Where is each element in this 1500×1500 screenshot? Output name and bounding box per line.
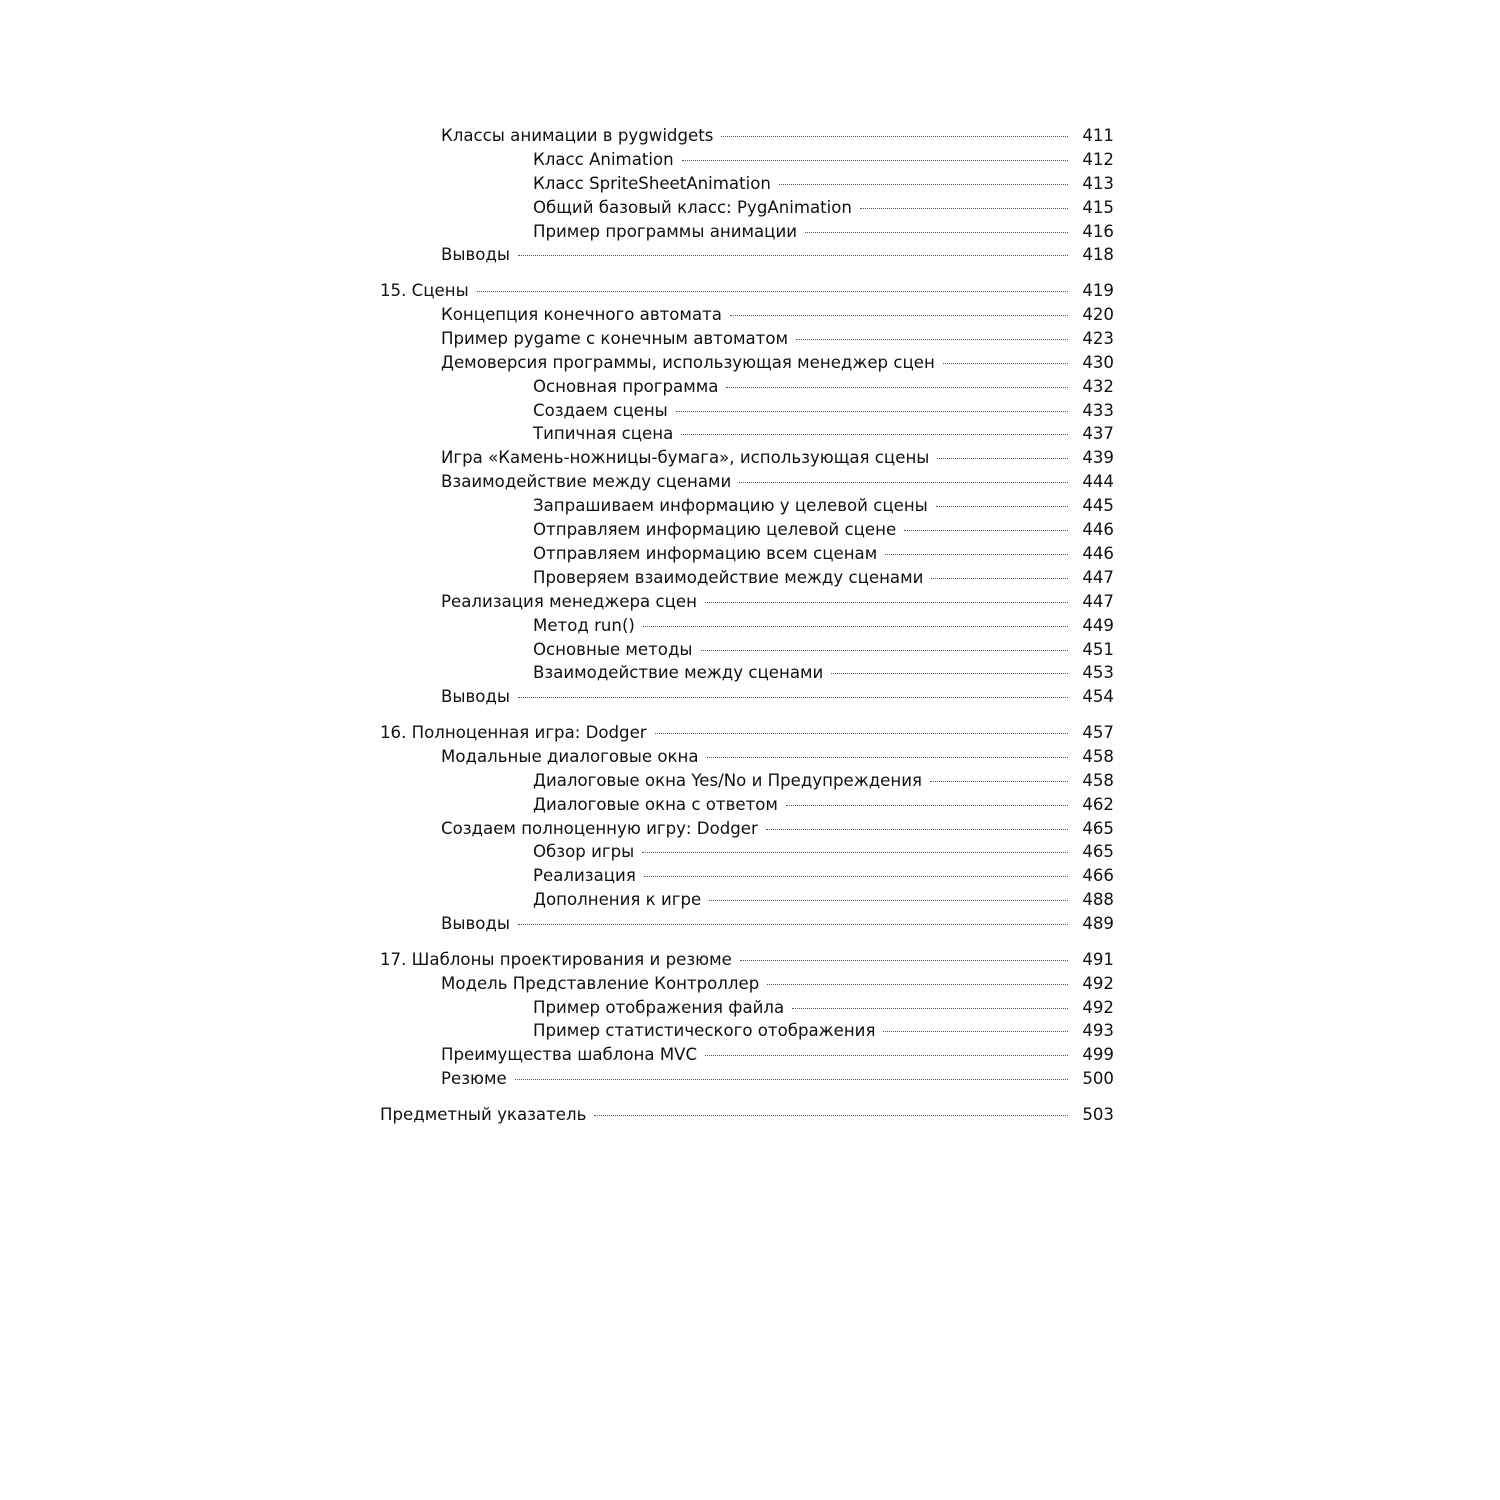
dot-leader — [943, 363, 1068, 364]
dot-leader — [786, 805, 1068, 806]
dot-leader — [643, 626, 1068, 627]
toc-section-entry — [380, 351, 1114, 375]
dot-leader — [766, 829, 1068, 830]
dot-leader — [682, 160, 1068, 161]
toc-section — [380, 124, 1114, 267]
toc-subsection-entry — [380, 494, 1114, 518]
dot-leader — [518, 697, 1068, 698]
toc-page-number: 444 — [1082, 472, 1114, 492]
toc-entry-title: Класс Animation — [533, 149, 674, 169]
toc-entry-title: Демоверсия программы, использующая менеджер сцен — [441, 352, 935, 372]
toc-subsection-entry — [380, 661, 1114, 685]
toc-page-number: 433 — [1082, 400, 1114, 420]
dot-leader — [739, 482, 1068, 483]
toc-subsection-entry — [380, 840, 1114, 864]
toc-entry-title: Пример статистического отображения — [533, 1021, 876, 1041]
toc-entry-title: Диалоговые окна Yes/No и Предупреждения — [533, 770, 923, 790]
toc-chapter-entry — [380, 1103, 1114, 1127]
toc-page-number: 437 — [1082, 424, 1114, 444]
dot-leader — [515, 1079, 1068, 1080]
toc-page-number: 430 — [1082, 352, 1114, 372]
toc-entry-title: Классы анимации в pygwidgets — [441, 126, 714, 145]
toc-subsection-entry — [380, 220, 1114, 244]
dot-leader — [936, 506, 1068, 507]
toc-entry-title: Выводы — [441, 914, 510, 934]
toc-entry-title: 15. Сцены — [380, 281, 469, 301]
toc-page-number: 416 — [1082, 221, 1114, 241]
dot-leader — [831, 673, 1068, 674]
toc-section — [380, 721, 1114, 936]
toc-entry-title: Резюме — [441, 1069, 507, 1089]
toc-chapter-entry — [380, 279, 1114, 303]
toc-section-entry — [380, 124, 1114, 148]
toc-entry-title: Реализация менеджера сцен — [441, 591, 697, 611]
toc-chapter-entry — [380, 721, 1114, 745]
dot-leader — [767, 984, 1068, 985]
toc-page-number: 423 — [1082, 328, 1114, 348]
toc-section-entry — [380, 912, 1114, 936]
toc-section — [380, 1103, 1114, 1127]
toc-subsection-entry — [380, 172, 1114, 196]
toc-entry-title: 17. Шаблоны проектирования и резюме — [380, 949, 732, 969]
toc-section-entry — [380, 470, 1114, 494]
dot-leader — [642, 852, 1068, 853]
toc-page-number: 412 — [1082, 149, 1114, 169]
toc-entry-title: Общий базовый класс: PygAnimation — [533, 197, 852, 217]
toc-entry-title: Модальные диалоговые окна — [441, 746, 699, 766]
toc-page-number: 492 — [1082, 973, 1114, 993]
toc-page-number: 491 — [1082, 949, 1114, 969]
dot-leader — [676, 411, 1068, 412]
toc-page-number: 439 — [1082, 448, 1114, 468]
toc-page-number: 447 — [1082, 567, 1114, 587]
dot-leader — [477, 291, 1068, 292]
toc-entry-title: Взаимодействие между сценами — [441, 472, 732, 492]
toc-subsection-entry — [380, 996, 1114, 1020]
toc-page-number: 451 — [1082, 639, 1114, 659]
table-of-contents — [380, 124, 1114, 1127]
toc-page-number: 453 — [1082, 663, 1114, 683]
dot-leader — [730, 315, 1068, 316]
toc-subsection-entry — [380, 888, 1114, 912]
toc-section-entry — [380, 685, 1114, 709]
dot-leader — [721, 136, 1068, 137]
toc-section — [380, 948, 1114, 1091]
toc-entry-title: Предметный указатель — [380, 1104, 587, 1124]
toc-subsection-entry — [380, 566, 1114, 590]
dot-leader — [709, 900, 1068, 901]
toc-entry-title: Основная программа — [533, 376, 719, 396]
toc-page-number: 454 — [1082, 687, 1114, 707]
toc-entry-title: 16. Полноценная игра: Dodger — [380, 722, 647, 742]
toc-page-number: 492 — [1082, 997, 1114, 1017]
dot-leader — [805, 232, 1068, 233]
toc-subsection-entry — [380, 638, 1114, 662]
dot-leader — [705, 602, 1068, 603]
toc-subsection-entry — [380, 542, 1114, 566]
toc-section-entry — [380, 1067, 1114, 1091]
toc-page-number: 446 — [1082, 543, 1114, 563]
toc-subsection-entry — [380, 399, 1114, 423]
dot-leader — [779, 184, 1068, 185]
toc-subsection-entry — [380, 422, 1114, 446]
toc-page-number: 493 — [1082, 1021, 1114, 1041]
toc-page-number: 447 — [1082, 591, 1114, 611]
toc-entry-title: Выводы — [441, 245, 510, 265]
toc-page-number: 449 — [1082, 615, 1114, 635]
toc-entry-title: Класс SpriteSheetAnimation — [533, 173, 771, 193]
toc-entry-title: Отправляем информацию целевой сцене — [533, 520, 897, 540]
toc-entry-title: Реализация — [533, 866, 636, 886]
toc-entry-title: Пример отображения файла — [533, 997, 785, 1017]
toc-entry-title: Отправляем информацию всем сценам — [533, 543, 878, 563]
toc-entry-title: Проверяем взаимодействие между сценами — [533, 567, 924, 587]
dot-leader — [937, 458, 1068, 459]
toc-entry-title: Основные методы — [533, 639, 693, 659]
toc-section-entry — [380, 590, 1114, 614]
toc-entry-title: Пример программы анимации — [533, 221, 798, 241]
dot-leader — [883, 1031, 1068, 1032]
toc-page-number: 413 — [1082, 173, 1114, 193]
dot-leader — [644, 876, 1068, 877]
toc-page-number: 411 — [1082, 126, 1114, 145]
toc-page-number: 420 — [1082, 305, 1114, 325]
toc-entry-title: Дополнения к игре — [533, 890, 702, 910]
toc-entry-title: Диалоговые окна с ответом — [533, 794, 778, 814]
dot-leader — [885, 554, 1068, 555]
toc-page-number: 445 — [1082, 496, 1114, 516]
toc-page-number: 458 — [1082, 770, 1114, 790]
toc-entry-title: Типичная сцена — [533, 424, 674, 444]
toc-subsection-entry — [380, 1019, 1114, 1043]
toc-section-entry — [380, 972, 1114, 996]
toc-page-number: 458 — [1082, 746, 1114, 766]
toc-entry-title: Выводы — [441, 687, 510, 707]
toc-entry-title: Пример pygame с конечным автоматом — [441, 328, 789, 348]
toc-page-number: 503 — [1082, 1104, 1114, 1124]
toc-subsection-entry — [380, 148, 1114, 172]
dot-leader — [930, 781, 1068, 782]
toc-page-number: 466 — [1082, 866, 1114, 886]
toc-section-entry — [380, 1043, 1114, 1067]
dot-leader — [594, 1115, 1068, 1116]
toc-entry-title: Создаем полноценную игру: Dodger — [441, 818, 758, 838]
toc-page-number: 500 — [1082, 1069, 1114, 1089]
dot-leader — [518, 924, 1068, 925]
toc-page-number: 418 — [1082, 245, 1114, 265]
toc-subsection-entry — [380, 196, 1114, 220]
dot-leader — [518, 255, 1068, 256]
dot-leader — [792, 1008, 1068, 1009]
dot-leader — [740, 960, 1068, 961]
dot-leader — [705, 1055, 1068, 1056]
toc-entry-title: Взаимодействие между сценами — [533, 663, 824, 683]
toc-page-number: 446 — [1082, 520, 1114, 540]
toc-page-number: 489 — [1082, 914, 1114, 934]
toc-page-number: 465 — [1082, 842, 1114, 862]
toc-entry-title: Преимущества шаблона MVC — [441, 1045, 698, 1065]
toc-section-entry — [380, 303, 1114, 327]
toc-entry-title: Запрашиваем информацию у целевой сцены — [533, 496, 928, 516]
dot-leader — [860, 208, 1068, 209]
toc-entry-title: Обзор игры — [533, 842, 635, 862]
toc-page-number: 462 — [1082, 794, 1114, 814]
toc-section-entry — [380, 243, 1114, 267]
toc-entry-title: Создаем сцены — [533, 400, 668, 420]
toc-section-entry — [380, 327, 1114, 351]
dot-leader — [681, 434, 1068, 435]
toc-page-number: 419 — [1082, 281, 1114, 301]
dot-leader — [726, 387, 1068, 388]
dot-leader — [701, 650, 1068, 651]
toc-section — [380, 279, 1114, 709]
toc-entry-title: Концепция конечного автомата — [441, 305, 722, 325]
toc-subsection-entry — [380, 864, 1114, 888]
dot-leader — [796, 339, 1068, 340]
toc-subsection-entry — [380, 769, 1114, 793]
toc-section-entry — [380, 817, 1114, 841]
dot-leader — [707, 757, 1068, 758]
toc-page-number: 488 — [1082, 890, 1114, 910]
toc-chapter-entry — [380, 948, 1114, 972]
toc-page-number: 465 — [1082, 818, 1114, 838]
dot-leader — [931, 578, 1068, 579]
toc-page-number: 415 — [1082, 197, 1114, 217]
toc-entry-title: Игра «Камень-ножницы-бумага», использующая сцены — [441, 448, 930, 468]
toc-subsection-entry — [380, 614, 1114, 638]
toc-entry-title: Модель Представление Контроллер — [441, 973, 760, 993]
toc-subsection-entry — [380, 518, 1114, 542]
dot-leader — [655, 733, 1068, 734]
toc-section-entry — [380, 745, 1114, 769]
toc-page-number: 499 — [1082, 1045, 1114, 1065]
toc-subsection-entry — [380, 793, 1114, 817]
dot-leader — [904, 530, 1068, 531]
toc-page-number: 457 — [1082, 722, 1114, 742]
toc-page-number: 432 — [1082, 376, 1114, 396]
toc-section-entry — [380, 446, 1114, 470]
toc-subsection-entry — [380, 375, 1114, 399]
toc-entry-title: Метод run() — [533, 615, 635, 635]
